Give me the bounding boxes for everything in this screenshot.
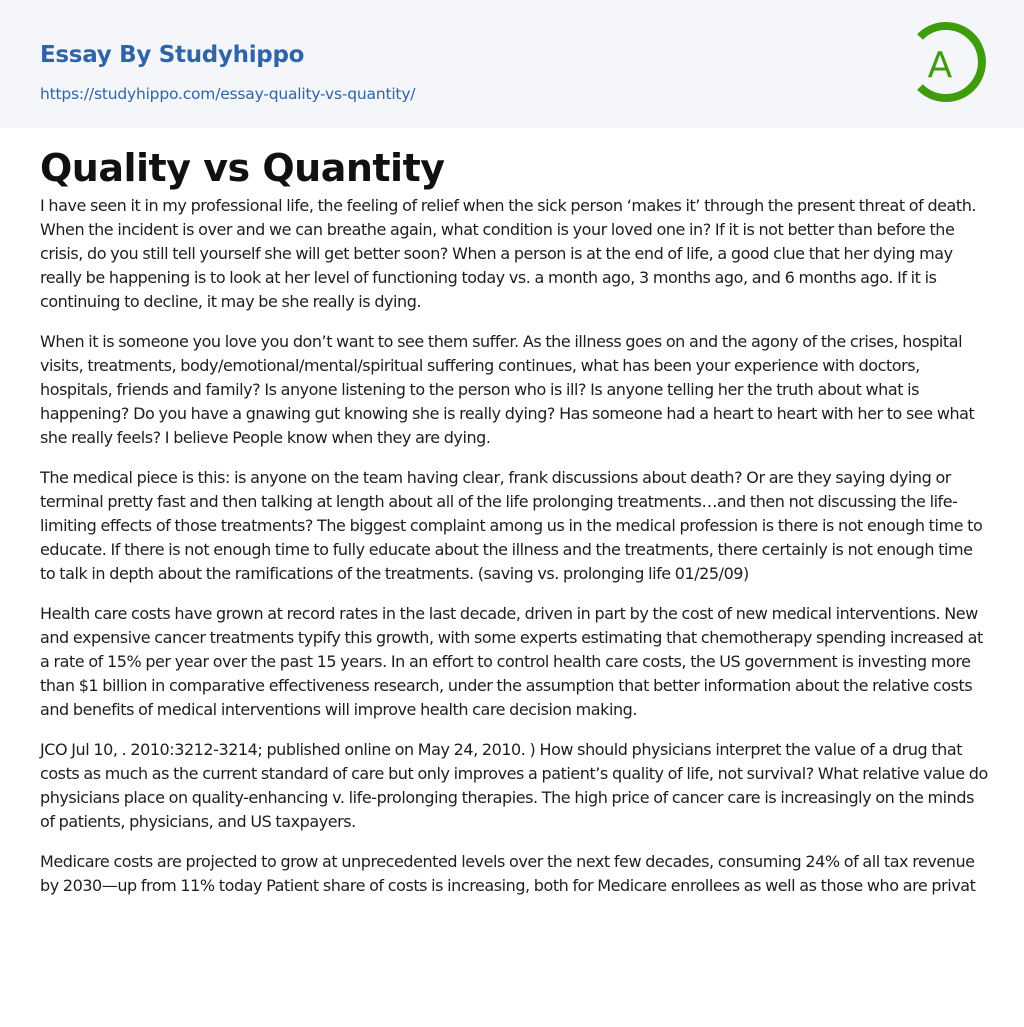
essay-paragraph: I have seen it in my professional life, the feeling of relief when the sick person ‘makes it’ through the present threat of death. When the incident is over and we can breathe again, what condition is your loved one in? If it is not better than before the crisis, do you still tell yourself she will get better soon? When a person is at the end of life, a good clue that her dying may really be happening is to look at her level of functioning today vs. a month ago, 3 months ago, and 6 months ago. If it is continuing to decline, it may be she really is dying. [40,196,977,311]
essay-paragraph: When it is someone you love you don’t want to see them suffer. As the illness goes on and the agony of the crises, hospital visits, treatments, body/emotional/mental/spiritual suffering continues, what has been your experience with doctors, hospitals, friends and family? Is anyone listening to the person who is ill? Is anyone telling her the truth about what is happening? Do you have a gnawing gut knowing she is really dying? Has someone had a heart to heart with her to see what she really feels? I believe People know when they are dying. [40,332,975,447]
essay-paragraph: Health care costs have grown at record rates in the last decade, driven in part by the cost of new medical interventions. New and expensive cancer treatments typify this growth, with some experts estimating that chemotherapy spending increased at a rate of 15% per year over the past 15 years. In an effort to control health care costs, the US government is investing more than $1 billion in comparative effectiveness research, under the assumption that better information about the relative costs and benefits of medical interventions will improve health care decision making. [40,604,983,719]
essay-paragraph: The medical piece is this: is anyone on the team having clear, frank discussions about death? Or are they saying dying or terminal pretty fast and then talking at length about all of the life prolonging treatments…and then not discussing the life-limiting effects of those treatments? The biggest complaint among us in the medical profession is there is not enough time to educate. If there is not enough time to fully educate about the illness and the treatments, there certainly is not enough time to talk in depth about the ramifications of the treatments. (saving vs. prolonging life 01/25/09) [40,468,983,583]
essay-paragraph: Medicare costs are projected to grow at unprecedented levels over the next few decades, consuming 24% of all tax revenue by 2030—up from 11% today Patient share of costs is increasing, both for Medicare enrollees as well as those who are privat [40,852,976,895]
studyhippo-logo-icon[interactable] [912,19,986,105]
essay-paragraph: JCO Jul 10, . 2010:3212-3214; published online on May 24, 2010. ) How should physicians interpret the value of a drug that costs as much as the current standard of care but only improves a patient’s quality of life, not survival? What relative value do physicians place on quality-enhancing v. life-prolonging therapies. The high price of cancer care is increasingly on the minds of patients, physicians, and US taxpayers. [40,740,988,831]
essay-title: Quality vs Quantity [40,146,445,190]
brand-title: Essay By Studyhippo [40,42,305,68]
essay-body [40,194,988,914]
logo-letter: A [927,45,953,86]
source-url-link[interactable]: https://studyhippo.com/essay-quality-vs-quantity/ [40,85,416,103]
